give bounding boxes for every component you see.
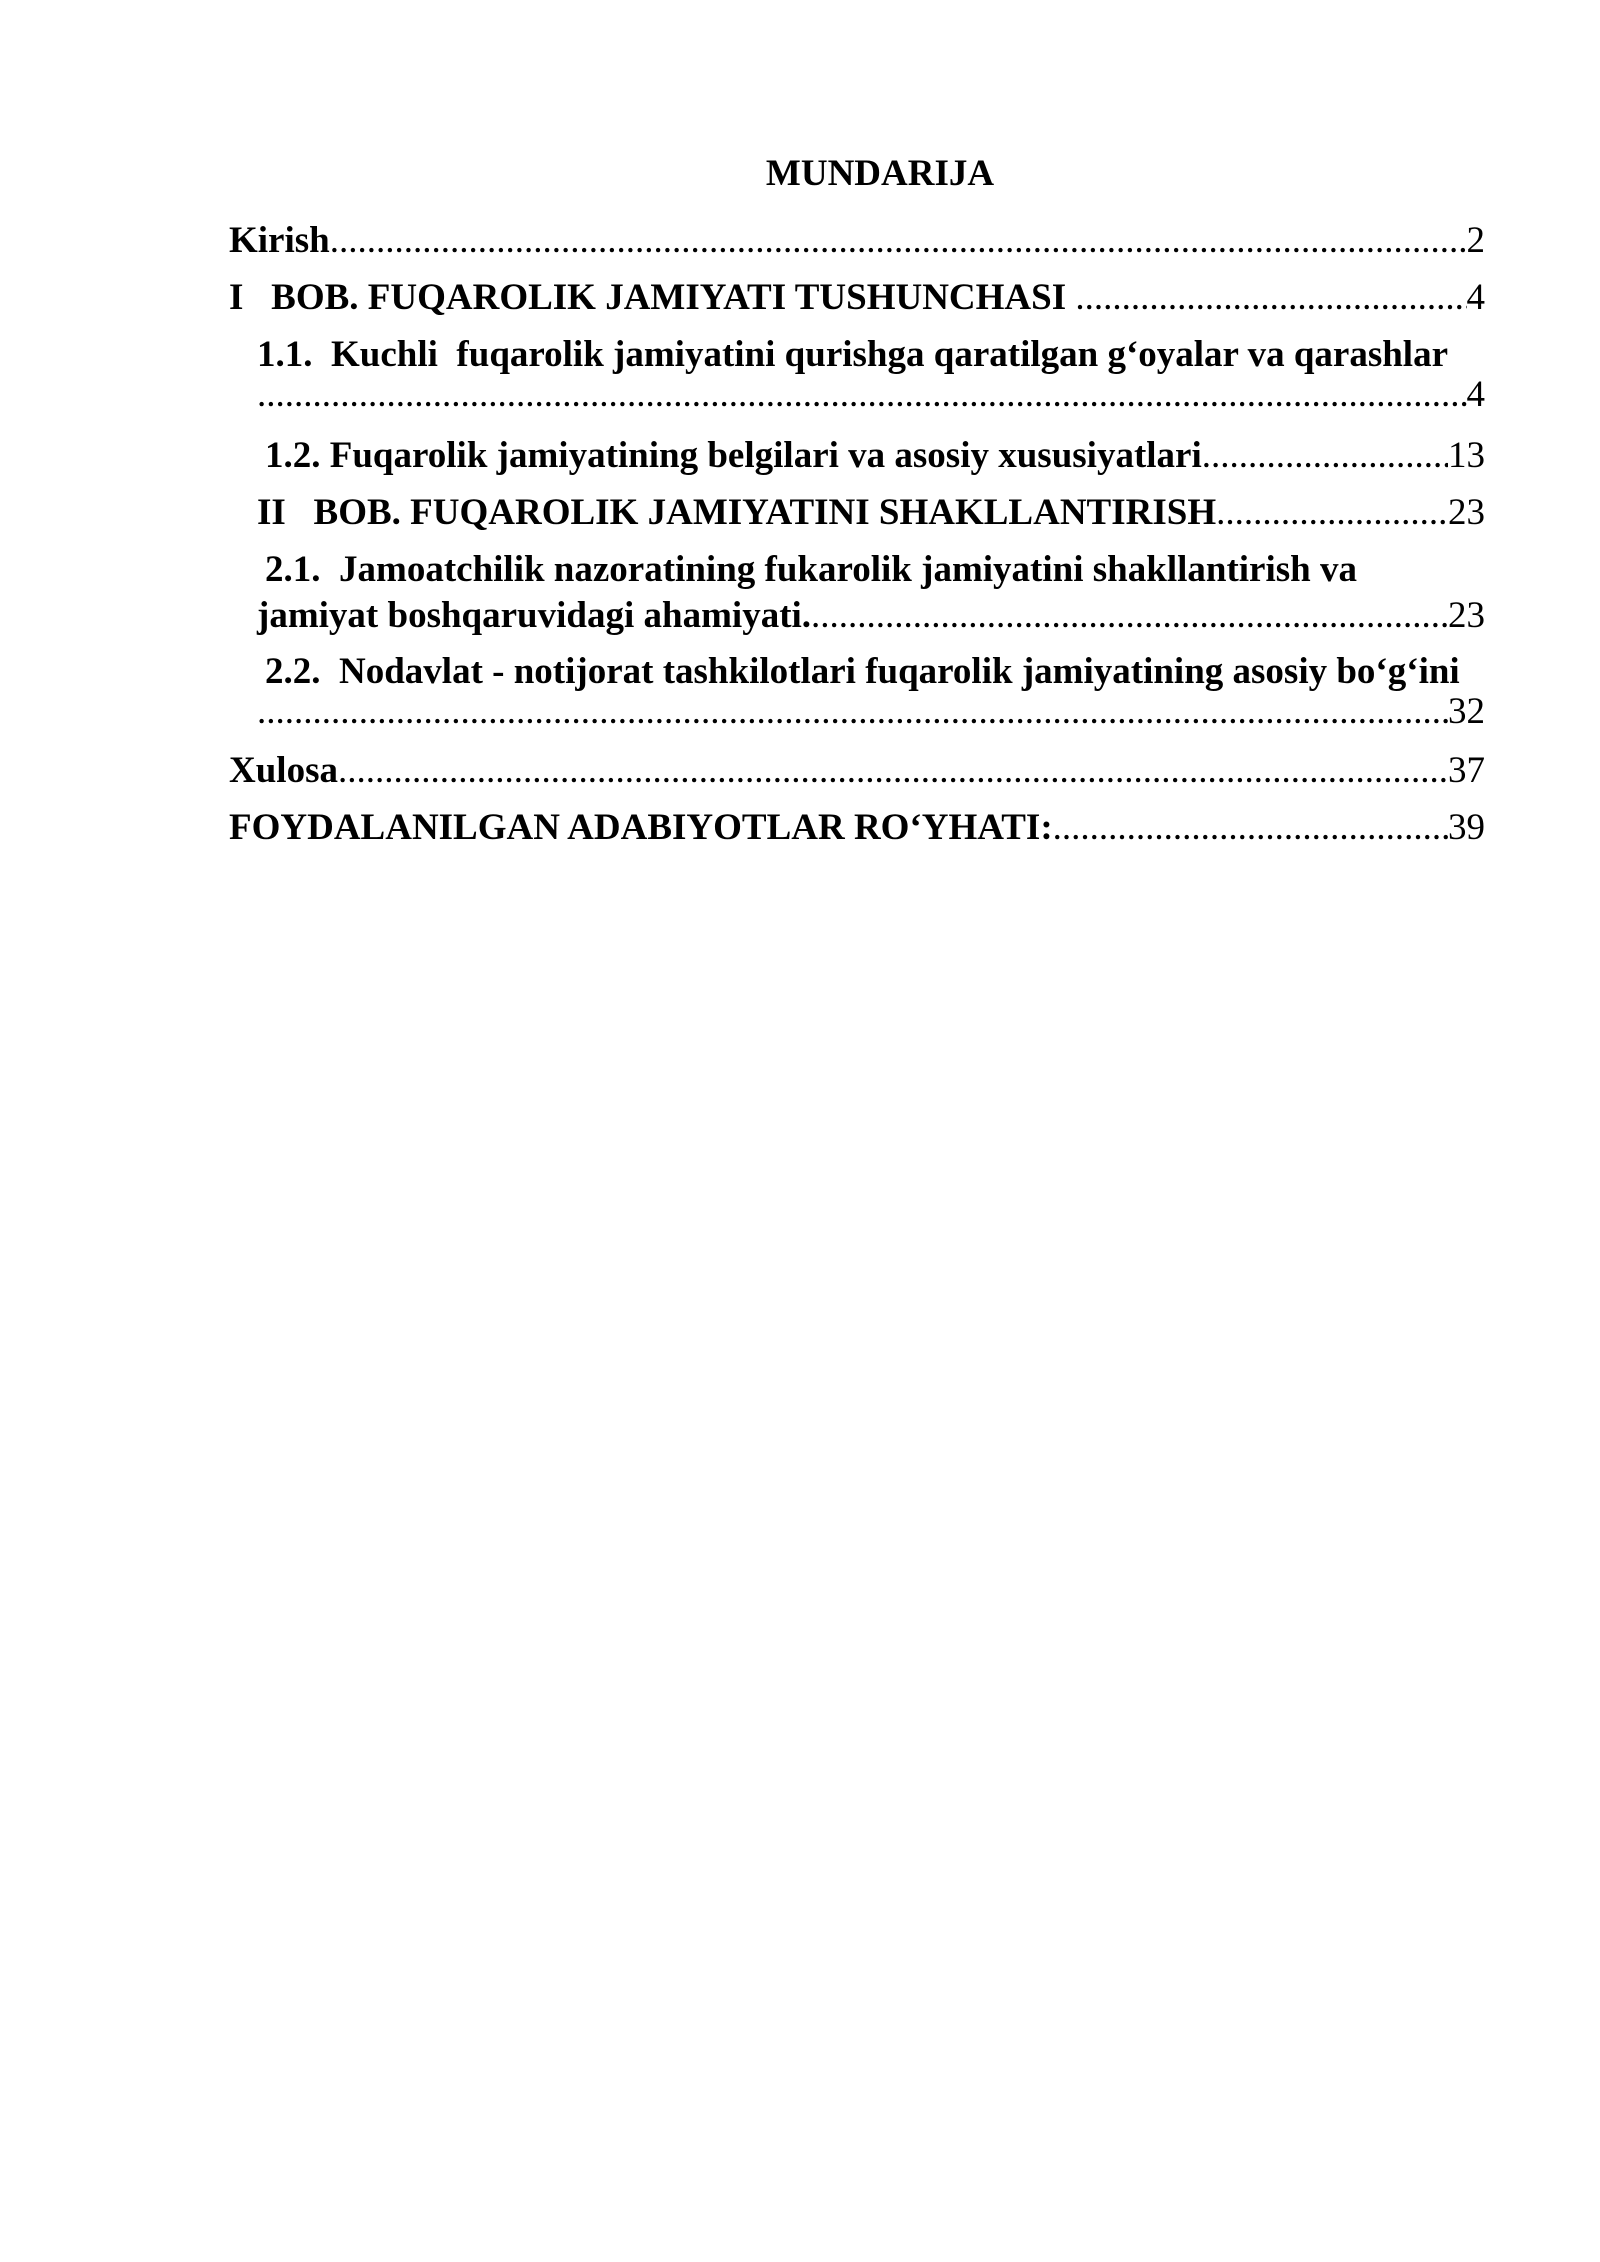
toc-entry-label: 1.1. Kuchli fuqarolik jamiyatini qurishga qaratilgan g‘oyalar va qarashlar bbox=[257, 334, 1448, 375]
dot-leader bbox=[1216, 491, 1448, 535]
toc-page-number: 4 bbox=[1466, 277, 1485, 318]
dot-leader bbox=[1053, 806, 1448, 850]
toc-page-number: 4 bbox=[1466, 374, 1485, 415]
toc-page-number: 37 bbox=[1448, 750, 1485, 791]
toc-entry-label-line2: jamiyat boshqaruvidagi ahamiyati. bbox=[257, 595, 812, 636]
dot-leader bbox=[257, 373, 1467, 417]
toc-entry-label: II BOB. FUQAROLIK JAMIYATINI SHAKLLANTIRISH bbox=[257, 492, 1217, 533]
toc-page-number: 39 bbox=[1448, 807, 1485, 848]
toc-title-text: MUNDARIJA bbox=[765, 153, 995, 194]
toc-entry-label-line1: 2.1. Jamoatchilik nazoratining fukarolik jamiyatini shakllantirish va bbox=[265, 549, 1357, 590]
dot-leader bbox=[338, 749, 1448, 793]
toc-entry-label: Kirish bbox=[229, 220, 330, 261]
toc-page-number: 23 bbox=[1448, 595, 1485, 636]
dot-leader bbox=[1202, 434, 1448, 478]
toc-entry-label: 2.2. Nodavlat - notijorat tashkilotlari fuqarolik jamiyatining asosiy bo‘g‘ini bbox=[265, 651, 1460, 692]
toc-entry-label: Xulosa bbox=[229, 750, 338, 791]
toc-page-number: 2 bbox=[1466, 220, 1485, 261]
toc-page-number: 32 bbox=[1448, 691, 1485, 732]
toc-entry-label: 1.2. Fuqarolik jamiyatining belgilari va asosiy xususiyatlari bbox=[265, 435, 1202, 476]
dot-leader bbox=[330, 219, 1467, 263]
toc-entry-label: I BOB. FUQAROLIK JAMIYATI TUSHUNCHASI bbox=[229, 277, 1076, 318]
dot-leader bbox=[811, 594, 1448, 638]
toc-page-number: 13 bbox=[1448, 435, 1485, 476]
toc-entry-label: FOYDALANILGAN ADABIYOTLAR RO‘YHATI: bbox=[229, 807, 1053, 848]
dot-leader bbox=[257, 690, 1448, 734]
dot-leader bbox=[1075, 276, 1466, 320]
toc-title bbox=[80, 152, 1600, 196]
toc-page-number: 23 bbox=[1448, 492, 1485, 533]
